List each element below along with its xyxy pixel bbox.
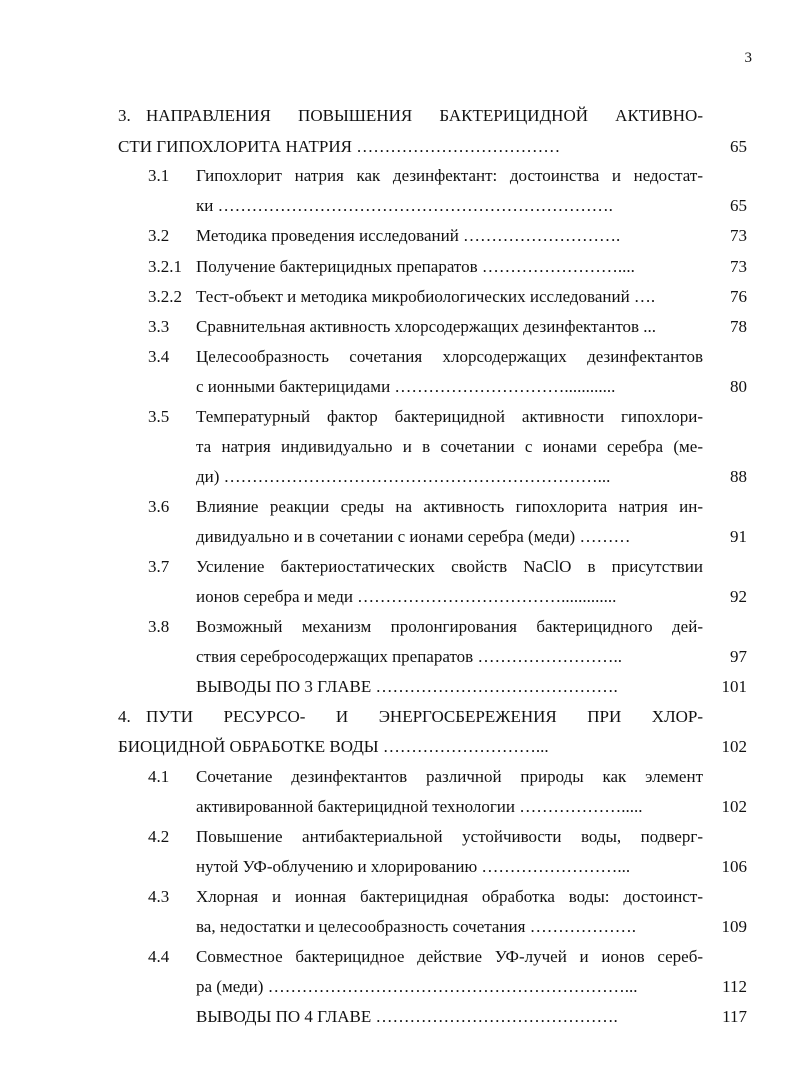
entry-title-line: Повышение антибактериальной устойчивости воды, подверг- [196, 827, 703, 846]
entry-page-number: 92 [730, 587, 747, 606]
entry-title-line: Методика проведения исследований ………………………. [196, 226, 621, 245]
entry-page-number: 97 [730, 647, 747, 666]
entry-page-number: 80 [730, 377, 747, 396]
entry-title-line: Сравнительная активность хлорсодержащих дезинфектантов ... [196, 317, 657, 336]
entry-number: 4.1 [148, 767, 170, 786]
entry-title-line: Возможный механизм пролонгирования бактерицидного дей- [196, 617, 703, 636]
entry-title-line: Совместное бактерицидное действие УФ-лучей и ионов сереб- [196, 947, 703, 966]
entry-title-line: Сочетание дезинфектантов различной природы как элемент [196, 767, 703, 786]
entry-title-line: ра (меди) ………………………………………………………... [196, 977, 638, 996]
entry-title-line: СТИ ГИПОХЛОРИТА НАТРИЯ ……………………………… [118, 137, 561, 156]
entry-number: 3.6 [148, 497, 170, 516]
entry-title-line: Получение бактерицидных препаратов …………………….... [196, 257, 635, 276]
entry-page-number: 109 [721, 917, 747, 936]
entry-title-line: Тест-объект и методика микробиологических исследований …. [196, 287, 656, 306]
entry-page-number: 65 [730, 137, 747, 156]
entry-number: 4.3 [148, 887, 170, 906]
entry-title-line: нутой УФ-облучению и хлорированию ……………………... [196, 857, 631, 876]
entry-page-number: 88 [730, 467, 747, 486]
entry-page-number: 117 [722, 1007, 747, 1026]
entry-page-number: 78 [730, 317, 747, 336]
entry-page-number: 101 [721, 677, 747, 696]
entry-number: 3.2.2 [148, 287, 182, 306]
entry-number: 3.8 [148, 617, 170, 636]
page-number: 3 [744, 50, 752, 66]
entry-number: 3.2 [148, 226, 170, 245]
entry-title-line: НАПРАВЛЕНИЯ ПОВЫШЕНИЯ БАКТЕРИЦИДНОЙ АКТИВНО- [146, 106, 703, 125]
entry-title-line: ВЫВОДЫ ПО 4 ГЛАВЕ ……………………………………. [196, 1007, 618, 1026]
entry-number: 3. [118, 106, 131, 125]
entry-title-line: дивидуально и в сочетании с ионами серебра (меди) ……… [196, 527, 631, 546]
entry-title-line: с ионными бактерицидами …………………………............ [196, 377, 616, 396]
entry-number: 3.5 [148, 407, 170, 426]
entry-title-line: ионов серебра и меди ………………………………............. [196, 587, 617, 606]
entry-page-number: 102 [721, 797, 747, 816]
entry-number: 3.7 [148, 557, 170, 576]
entry-number: 4. [118, 707, 131, 726]
entry-title-line: ди) …………………………………………………………... [196, 467, 611, 486]
entry-number: 3.3 [148, 317, 170, 336]
entry-page-number: 91 [730, 527, 747, 546]
entry-title-line: Влияние реакции среды на активность гипохлорита натрия ин- [196, 497, 703, 516]
entry-page-number: 106 [721, 857, 747, 876]
entry-title-line: Температурный фактор бактерицидной активности гипохлори- [196, 407, 703, 426]
entry-page-number: 73 [730, 257, 747, 276]
entry-title-line: активированной бактерицидной технологии ………………..... [196, 797, 643, 816]
entry-title-line: Хлорная и ионная бактерицидная обработка воды: достоинст- [196, 887, 703, 906]
entry-title-line: Усиление бактериостатических свойств NaClO в присутствии [196, 557, 703, 576]
entry-page-number: 65 [730, 196, 747, 215]
entry-number: 4.4 [148, 947, 170, 966]
entry-number: 3.1 [148, 166, 170, 185]
entry-title-line: ВЫВОДЫ ПО 3 ГЛАВЕ ……………………………………. [196, 677, 618, 696]
entry-title-line: БИОЦИДНОЙ ОБРАБОТКЕ ВОДЫ ………………………... [118, 737, 549, 756]
entry-page-number: 102 [721, 737, 747, 756]
entry-title-line: Гипохлорит натрия как дезинфектант: достоинства и недостат- [196, 166, 703, 185]
entry-title-line: ва, недостатки и целесообразность сочетания ………………. [196, 917, 636, 936]
entry-title-line: та натрия индивидуально и в сочетании с ионами серебра (ме- [196, 437, 703, 456]
entry-title-line: ПУТИ РЕСУРСО- И ЭНЕРГОСБЕРЕЖЕНИЯ ПРИ ХЛОР- [146, 707, 703, 726]
entry-page-number: 73 [730, 226, 747, 245]
entry-page-number: 112 [722, 977, 747, 996]
entry-number: 3.4 [148, 347, 170, 366]
entry-title-line: Целесообразность сочетания хлорсодержащих дезинфектантов [196, 347, 703, 366]
entry-page-number: 76 [730, 287, 747, 306]
entry-number: 4.2 [148, 827, 170, 846]
entry-title-line: ки ……………………………………………………………. [196, 196, 613, 215]
entry-title-line: ствия серебросодержащих препаратов …………………….. [196, 647, 622, 666]
entry-number: 3.2.1 [148, 257, 182, 276]
